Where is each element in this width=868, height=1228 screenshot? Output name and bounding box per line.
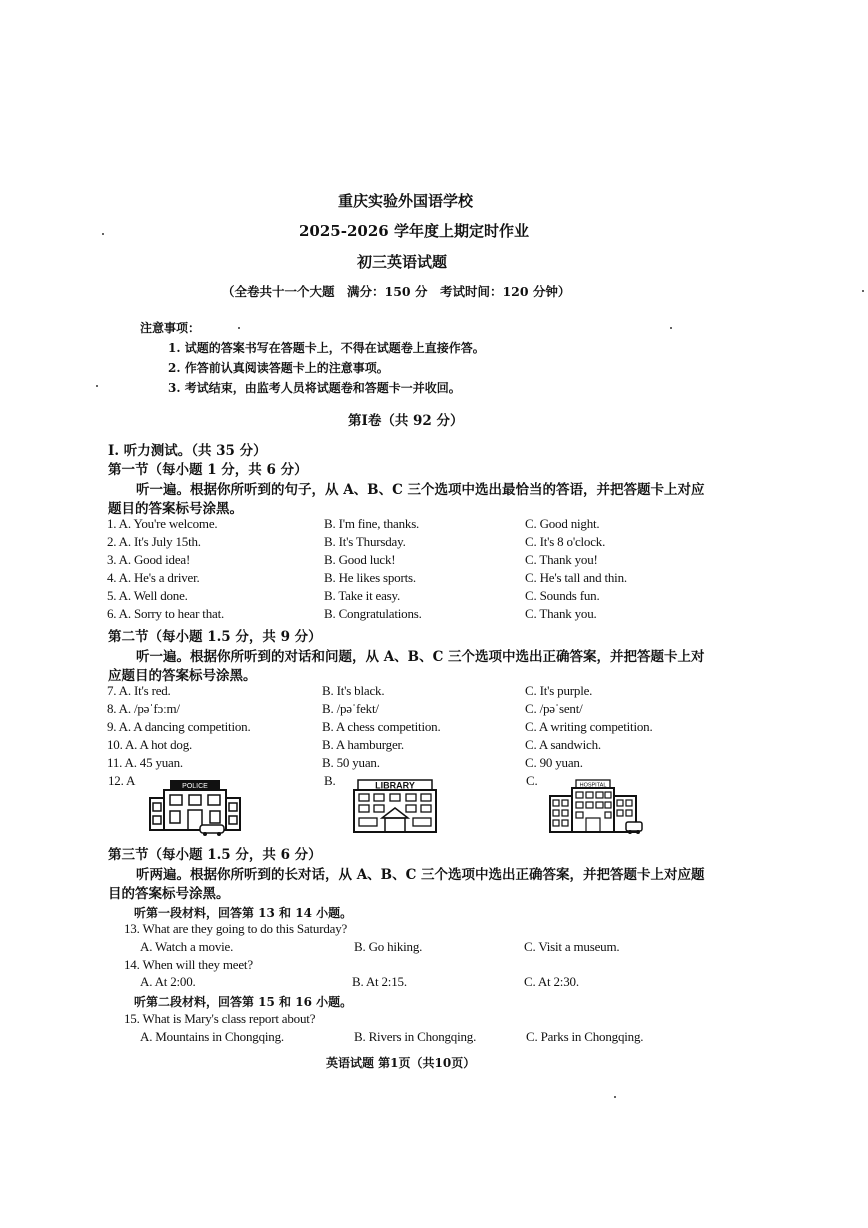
police-sign: POLICE <box>182 783 208 790</box>
police-station-image <box>148 778 242 836</box>
part-title: I. 听力测试。（共 35 分） <box>108 443 267 459</box>
option-b: B. Go hiking. <box>354 939 423 954</box>
section-instructions: 听两遍。根据你所听到的长对话，从 A、B、C 三个选项中选出正确答案，并把答题卡上对应题 <box>136 867 705 883</box>
option-c: C. Visit a museum. <box>524 939 620 954</box>
page-footer: 英语试题 第1页（共10页） <box>326 1056 476 1070</box>
scan-speck <box>102 233 104 235</box>
term-title: 2025-2026 学年度上期定时作业 <box>299 222 529 240</box>
notice-item: 2. 作答前认真阅读答题卡上的注意事项。 <box>168 361 389 375</box>
option-a: 9. A. A dancing competition. <box>107 719 251 734</box>
option-a: 7. A. It's red. <box>107 683 171 698</box>
option-c: C. Thank you. <box>525 606 597 621</box>
option-a: 5. A. Well done. <box>107 588 188 603</box>
notice-item: 3. 考试结束，由监考人员将试题卷和答题卡一并收回。 <box>168 381 461 395</box>
notice-item: 1. 试题的答案书写在答题卡上，不得在试题卷上直接作答。 <box>168 341 485 355</box>
option-b: B. I'm fine, thanks. <box>324 516 420 531</box>
option-a: 4. A. He's a driver. <box>107 570 200 585</box>
library-image <box>350 778 440 836</box>
option-c: C. Thank you! <box>525 552 598 567</box>
option-a: 10. A. A hot dog. <box>107 737 193 752</box>
section-instructions: 应题目的答案标号涂黑。 <box>108 668 257 684</box>
option-b: B. Congratulations. <box>324 606 422 621</box>
option-b: B. /pəˈfekt/ <box>322 701 379 716</box>
notice-title: 注意事项： <box>140 321 201 335</box>
section-instructions: 目的答案标号涂黑。 <box>108 886 230 902</box>
q12-option-a-label: 12. A <box>108 773 136 788</box>
option-c: C. It's 8 o'clock. <box>525 534 606 549</box>
option-c: C. A writing competition. <box>525 719 653 734</box>
question-13: 13. What are they going to do this Saturday? <box>124 921 348 936</box>
exam-info: （全卷共十一个大题 满分：150 分 考试时间：120 分钟） <box>222 284 571 299</box>
option-a: 2. A. It's July 15th. <box>107 534 201 549</box>
option-c: C. Good night. <box>525 516 600 531</box>
option-b: B. At 2:15. <box>352 974 407 989</box>
option-b: B. Take it easy. <box>324 588 401 603</box>
option-b: B. It's black. <box>322 683 385 698</box>
section-title: 第三节（每小题 1.5 分，共 6 分） <box>108 847 322 863</box>
scan-speck <box>614 1096 616 1098</box>
option-a: A. Mountains in Chongqing. <box>140 1029 284 1044</box>
question-15: 15. What is Mary's class report about? <box>124 1011 316 1026</box>
option-b: B. A hamburger. <box>322 737 404 752</box>
option-b: B. Good luck! <box>324 552 396 567</box>
section-instructions: 题目的答案标号涂黑。 <box>108 501 243 517</box>
option-c: C. /pəˈsent/ <box>525 701 583 716</box>
option-a: 6. A. Sorry to hear that. <box>107 606 225 621</box>
option-c: C. Sounds fun. <box>525 588 600 603</box>
question-14: 14. When will they meet? <box>124 957 253 972</box>
option-b: B. 50 yuan. <box>322 755 380 770</box>
section-title: 第一节（每小题 1 分，共 6 分） <box>108 462 308 478</box>
option-c: C. Parks in Chongqing. <box>526 1029 644 1044</box>
option-c: C. He's tall and thin. <box>525 570 627 585</box>
q12-option-b-label: B. <box>324 773 336 788</box>
school-name: 重庆实验外国语学校 <box>338 192 474 210</box>
option-a: A. At 2:00. <box>140 974 196 989</box>
option-a: 3. A. Good idea! <box>107 552 191 567</box>
option-c: C. A sandwich. <box>525 737 601 752</box>
option-b: B. A chess competition. <box>322 719 441 734</box>
subject-title: 初三英语试题 <box>357 253 448 271</box>
option-b: B. Rivers in Chongqing. <box>354 1029 477 1044</box>
option-c: C. It's purple. <box>525 683 593 698</box>
scan-speck <box>862 290 864 292</box>
section-instructions: 听一遍。根据你所听到的对话和问题，从 A、B、C 三个选项中选出正确答案，并把答题卡上对 <box>136 649 705 665</box>
library-sign: LIBRARY <box>375 780 415 791</box>
option-c: C. 90 yuan. <box>525 755 583 770</box>
option-b: B. He likes sports. <box>324 570 416 585</box>
scan-speck <box>96 385 98 387</box>
scan-speck <box>670 327 672 329</box>
material-note: 听第二段材料，回答第 15 和 16 小题。 <box>134 995 353 1009</box>
option-a: 1. A. You're welcome. <box>107 516 218 531</box>
material-note: 听第一段材料，回答第 13 和 14 小题。 <box>134 906 353 920</box>
section-instructions: 听一遍。根据你所听到的句子，从 A、B、C 三个选项中选出最恰当的答语，并把答题卡上对应 <box>136 482 705 498</box>
section-title: 第二节（每小题 1.5 分，共 9 分） <box>108 629 322 645</box>
option-a: 8. A. /pəˈfɔːm/ <box>107 701 180 716</box>
hospital-image <box>548 778 644 836</box>
hospital-sign: HOSPITAL <box>579 782 607 789</box>
scan-speck <box>238 327 240 329</box>
option-c: C. At 2:30. <box>524 974 579 989</box>
option-b: B. It's Thursday. <box>324 534 406 549</box>
q12-option-c-label: C. <box>526 773 538 788</box>
option-a: A. Watch a movie. <box>140 939 234 954</box>
volume-title: 第Ⅰ卷（共 92 分） <box>348 413 464 429</box>
option-a: 11. A. 45 yuan. <box>107 755 183 770</box>
